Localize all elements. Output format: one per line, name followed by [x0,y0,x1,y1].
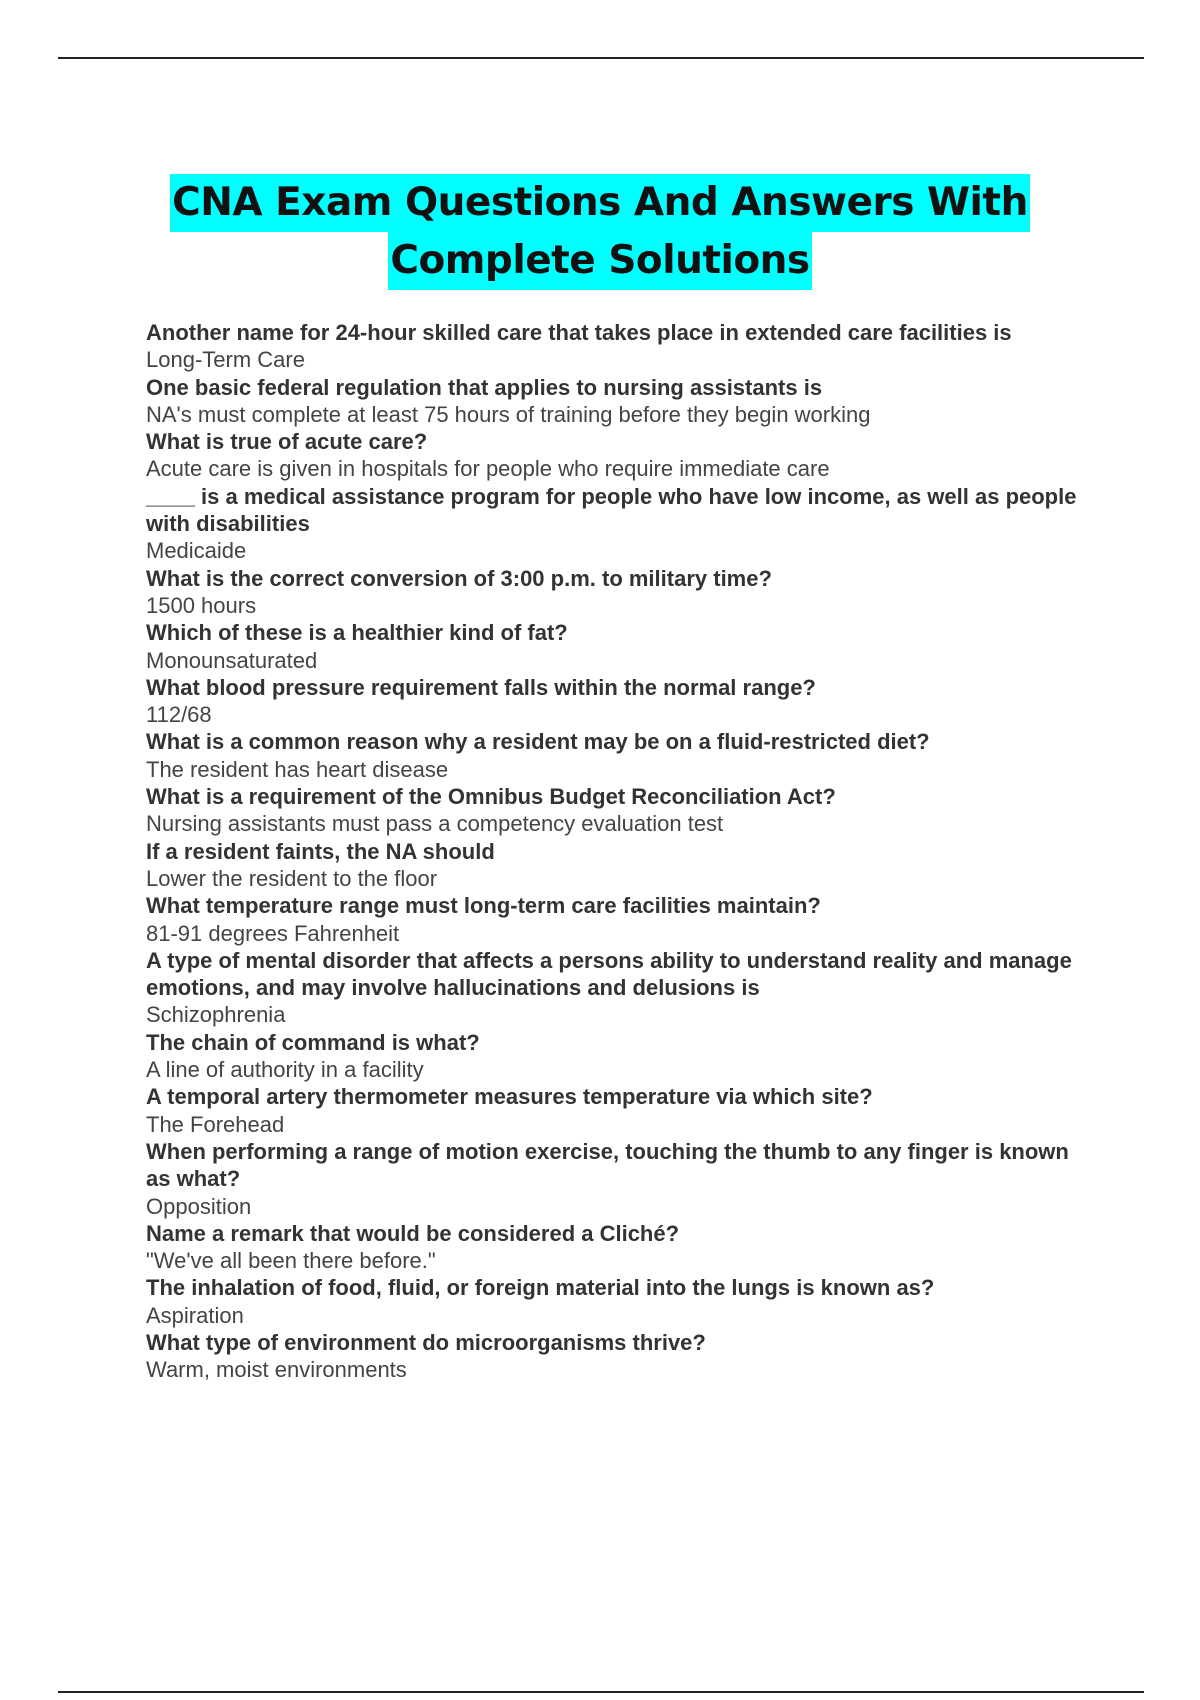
question-text: Which of these is a healthier kind of fat? [146,620,568,646]
qa-item [146,619,1096,674]
answer-text: Nursing assistants must pass a competency evaluation test [146,811,724,837]
answer-text: Opposition [146,1193,252,1219]
qa-item [146,1329,1096,1384]
qa-item [146,838,1096,893]
answer-text: The Forehead [146,1111,285,1137]
qa-item [146,319,1096,374]
qa-item [146,1274,1096,1329]
answer-text: NA's must complete at least 75 hours of training before they begin working [146,401,871,427]
answer-text: "We've all been there before." [146,1248,436,1274]
qa-item [146,1220,1096,1275]
answer-text: Aspiration [146,1302,244,1328]
title-line-2: Complete Solutions [388,232,811,290]
answer-text: Lower the resident to the floor [146,865,438,891]
answer-text: A line of authority in a facility [146,1057,424,1083]
question-text: What type of environment do microorganisms thrive? [146,1329,706,1355]
question-text: What blood pressure requirement falls within the normal range? [146,674,816,700]
question-text: The chain of command is what? [146,1029,480,1055]
question-text: ____ is a medical assistance program for people who have low income, as well as people with disabilities [146,483,1077,537]
qa-item [146,728,1096,783]
question-text: Name a remark that would be considered a Cliché? [146,1220,680,1246]
qa-item [146,947,1096,1029]
question-text: What is a requirement of the Omnibus Budget Reconciliation Act? [146,784,836,810]
question-text: The inhalation of food, fluid, or foreign material into the lungs is known as? [146,1275,935,1301]
answer-text: Warm, moist environments [146,1357,407,1383]
qa-item [146,892,1096,947]
qa-item [146,1083,1096,1138]
qa-item [146,783,1096,838]
bottom-rule [58,1691,1144,1693]
answer-text: 1500 hours [146,592,257,618]
qa-item [146,428,1096,483]
answer-text: 112/68 [146,702,212,728]
question-text: If a resident faints, the NA should [146,838,495,864]
answer-text: Medicaide [146,538,247,564]
document-title [0,174,1200,290]
answer-text: Schizophrenia [146,1002,286,1028]
question-text: Another name for 24-hour skilled care that takes place in extended care facilities is [146,320,1012,345]
qa-item [146,1029,1096,1084]
answer-text: 81-91 degrees Fahrenheit [146,920,400,946]
qa-item [146,483,1096,565]
answer-text: The resident has heart disease [146,756,449,782]
qa-item [146,374,1096,429]
question-text: A type of mental disorder that affects a persons ability to understand reality and manage emotions, and may involve hallucinations and delusions is [146,947,1072,1001]
question-text: What is the correct conversion of 3:00 p.m. to military time? [146,565,772,591]
qa-item [146,1138,1096,1220]
question-text: What temperature range must long-term care facilities maintain? [146,893,821,919]
question-text: What is a common reason why a resident may be on a fluid-restricted diet? [146,729,930,755]
answer-text: Monounsaturated [146,647,318,673]
question-text: One basic federal regulation that applies to nursing assistants is [146,374,823,400]
title-line-1: CNA Exam Questions And Answers With [170,174,1030,232]
question-text: A temporal artery thermometer measures temperature via which site? [146,1084,873,1110]
top-rule [58,57,1144,59]
qa-list [146,319,1096,1384]
answer-text: Long-Term Care [146,347,305,373]
qa-item [146,565,1096,620]
answer-text: Acute care is given in hospitals for people who require immediate care [146,456,830,482]
question-text: When performing a range of motion exercise, touching the thumb to any finger is known as what? [146,1138,1069,1192]
qa-item [146,674,1096,729]
question-text: What is true of acute care? [146,429,428,455]
